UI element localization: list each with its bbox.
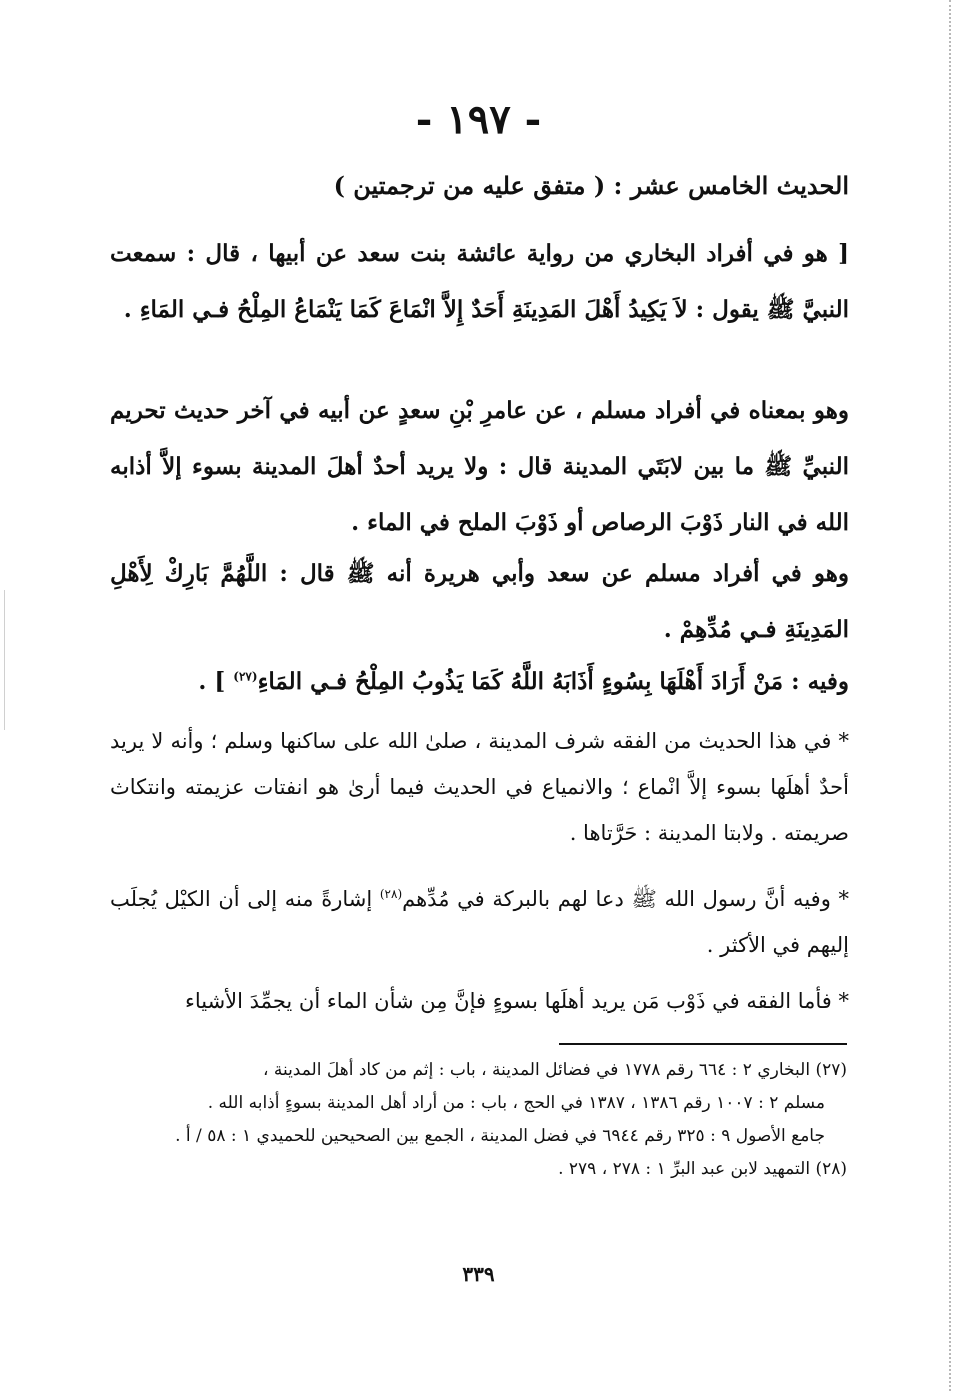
bracket-close: ] . — [198, 668, 226, 695]
scan-margin-line — [4, 590, 5, 730]
footnote-27 — [110, 1054, 847, 1153]
footnote-ref-27: (٢٧) — [233, 669, 258, 684]
commentary-paragraph-1: * في هذا الحديث من الفقه شرف المدينة ، صلىٰ الله على ساكنها وسلم ؛ وأنه لا يريد أحدٌ أهلَها بسوء إلاَّ انْماع ؛ والانمياع في الحديث فيما أرىٰ هو انفتات عزيمته وانتكاث صريمته . ولابتا المدينة : حَرَّتاها . — [110, 729, 849, 845]
commentary-2-end: إشارةً منه إلى أن الكيْل يُجلَب إليهم في الأكثر . — [110, 887, 849, 957]
hadith-number-header: - ١٩٧ - — [415, 96, 542, 143]
footnote-ref-28: (٢٨) — [379, 887, 403, 901]
hadith-paragraph-muslim: وهو بمعناه في أفراد مسلم ، عن عامرِ بْنِ سعدٍ عن أبيه في آخر حديث تحريم النبيِّ ﷺ ما بين لابَتَي المدينة قال : ولا يريد أحدٌ أهلَ المدينة بسوء إلاَّ أذابه الله في النار ذَوْبَ الرصاص أو ذَوْبَ الملح في الماء . — [110, 397, 849, 536]
footnotes-section — [110, 1054, 847, 1186]
footnote-27-line-2: مسلم ٢ : ١٠٠٧ رقم ١٣٨٦ ، ١٣٨٧ في الحج ، باب : من أراد أهل المدينة بسوءٍ أذابه الله . — [207, 1093, 825, 1113]
hadith-paragraph-bukhari: [ هو في أفراد البخاري من رواية عائشة بنت سعد عن أبيها ، قال : سمعت النبيَّ ﷺ يقول : لاَ يَكِيدُ أَهْلَ المَدِينَةِ أَحَدٌ إِلاَّ انْمَاعَ كَمَا يَنْمَاعُ المِلْحُ فـي المَاءِ . — [110, 240, 849, 323]
commentary-2-start: * وفيه أنَّ رسول الله ﷺ دعا لهم بالبركة في مُدِّهم — [402, 887, 849, 911]
page-number: ٣٣٩ — [462, 1262, 495, 1286]
hadith-warning-text: وفيه : مَنْ أَرَادَ أَهْلَهَا بِسُوءٍ أَذَابَهُ اللَّهُ كَمَا يَذُوبُ المِلْحُ فـي المَاءِ — [257, 668, 849, 695]
hadith-title: الحديث الخامس عشر : ( متفق عليه من ترجمتين ) — [333, 171, 849, 200]
hadith-paragraph-warning — [110, 654, 849, 710]
footnote-27-line-1: (٢٧) البخاري ٢ : ٦٦٤ رقم ١٧٧٨ في فضائل المدينة ، باب : إثم من كاد أهلَ المدينة ، — [262, 1060, 847, 1080]
footnote-divider — [559, 1043, 847, 1045]
footnote-28: (٢٨) التمهيد لابن عبد البرِّ ١ : ٢٧٨ ، ٢٧٩ . — [558, 1159, 847, 1179]
footnote-27-line-3: جامع الأصول ٩ : ٣٢٥ رقم ٦٩٤٤ في فضل المدينة ، الجمع بين الصحيحين للحميدي ١ : ٥٨ / أ . — [175, 1126, 825, 1146]
hadith-paragraph-blessing: وهو في أفراد مسلم عن سعد وأبي هريرة أنه ﷺ قال : اللَّهُمَّ بَارِكْ لِأَهْلِ المَدِينَةِ فـي مُدِّهِمْ . — [110, 560, 849, 643]
commentary-paragraph-3: * فأما الفقه في ذَوْب مَن يريد أهلَها بسوءٍ فإنَّ مِن شأن الماء أن يجمِّدَ الأشياء — [184, 989, 849, 1013]
scan-dotted-edge — [949, 0, 951, 1391]
commentary-paragraph-2 — [110, 876, 849, 968]
